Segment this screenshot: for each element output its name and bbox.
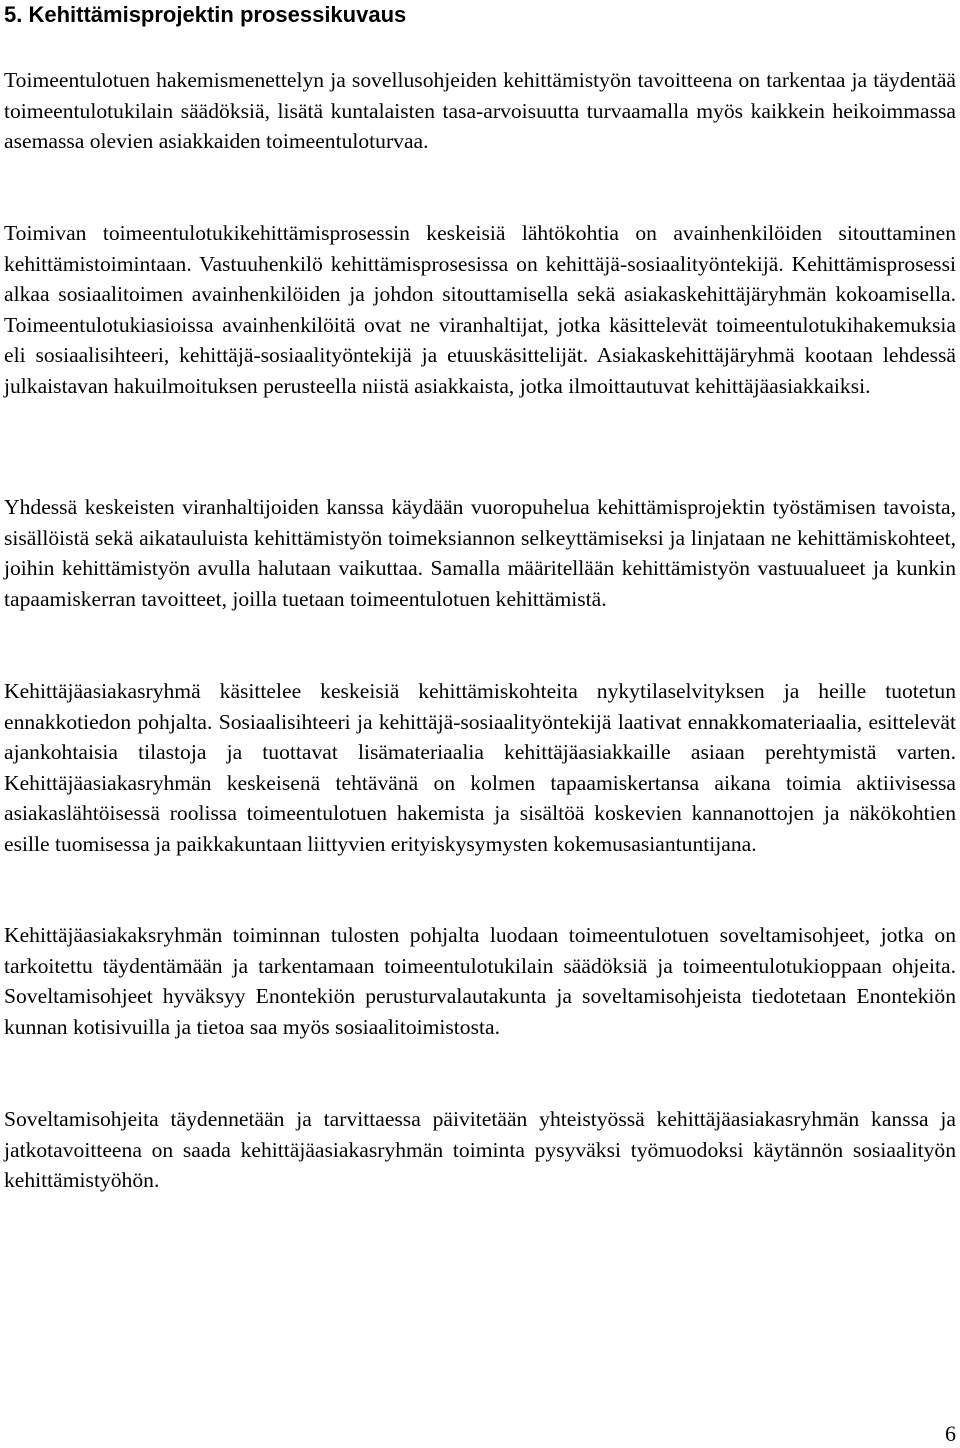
paragraph-continuation: Soveltamisohjeita täydennetään ja tarvittaessa päivitetään yhteistyössä kehittäjäasiakasryhmän kanssa ja jatkotavoitteena on saada kehittäjäasiakasryhmän toiminta pysyväksi työmuodoksi käytännön sosiaalityön kehittämistyöhön. — [4, 1107, 956, 1193]
page-number: 6 — [945, 1421, 956, 1446]
document-page — [4, 0, 956, 1193]
section-heading: 5. Kehittämisprojektin prosessikuvaus — [4, 2, 407, 27]
paragraph-client-group: Kehittäjäasiakasryhmä käsittelee keskeisiä kehittämiskohteita nykytilaselvityksen ja heille tuotetun ennakkotiedon pohjalta. Sosiaalisihteeri ja kehittäjä-sosiaalityöntekijä laativat ennakkomateriaalia, esittelevät ajankohtaisia tilastoja ja tuottavat lisämateriaalia kehittäjäasiakkaille asiaan perehtymistä varten. Kehittäjäasiakasryhmän keskeisenä tehtävänä on kolmen tapaamiskertansa aikana toimia aktiivisessa asiakaslähtöisessä roolissa toimeentulotuen hakemista ja sisältöä koskevien kannanottojen ja näkökohtien esille tuomisessa ja paikkakuntaan liittyvien erityiskysymysten kokemusasiantuntijana. — [4, 679, 956, 856]
paragraph-commitment: Toimivan toimeentulotukikehittämisprosessin keskeisiä lähtökohtia on avainhenkilöiden sitouttaminen kehittämistoimintaan. Vastuuhenkilö kehittämisprosesissa on kehittäjä-sosiaalityöntekijä. Kehittämisprosessi alkaa sosiaalitoimen avainhenkilöiden ja johdon sitouttamisella sekä asiakaskehittäjäryhmän kokoamisella. Toimeentulotukiasioissa avainhenkilöitä ovat ne viranhaltijat, jotka käsittelevät toimeentulotukihakemuksia eli sosiaalisihteeri, kehittäjä-sosiaalityöntekijä ja etuuskäsittelijät. Asiakaskehittäjäryhmä kootaan lehdessä julkaistavan hakuilmoituksen perusteella niistä asiakkaista, jotka ilmoittautuvat kehittäjäasiakkaiksi. — [4, 221, 956, 398]
paragraph-goals: Toimeentulotuen hakemismenettelyn ja sovellusohjeiden kehittämistyön tavoitteena on tarkentaa ja täydentää toimeentulotukilain säädöksiä, lisätä kuntalaisten tasa-arvoisuutta turvaamalla myös kaikkein heikoimmassa asemassa olevien asiakkaiden toimeentuloturvaa. — [4, 68, 956, 154]
paragraph-guidelines: Kehittäjäasiakaksryhmän toiminnan tulosten pohjalta luodaan toimeentulotuen soveltamisohjeet, jotka on tarkoitettu täydentämään ja tarkentamaan toimeentulotukilain säädöksiä ja toimeentulotukioppaan ohjeita. Soveltamisohjeet hyväksyy Enontekiön perusturvalautakunta ja soveltamisohjeista tiedotetaan Enontekiön kunnan kotisivuilla ja tietoa saa myös sosiaalitoimistosta. — [4, 923, 956, 1039]
paragraph-dialogue: Yhdessä keskeisten viranhaltijoiden kanssa käydään vuoropuhelua kehittämisprojektin työstämisen tavoista, sisällöistä sekä aikatauluista kehittämistyön toimeksiannon selkeyttämiseksi ja linjataan ne kehittämiskohteet, joihin kehittämistyön avulla halutaan vaikuttaa. Samalla määritellään kehittämistyön vastuualueet ja kunkin tapaamiskerran tavoitteet, joilla tuetaan toimeentulotuen kehittämistä. — [4, 495, 956, 611]
